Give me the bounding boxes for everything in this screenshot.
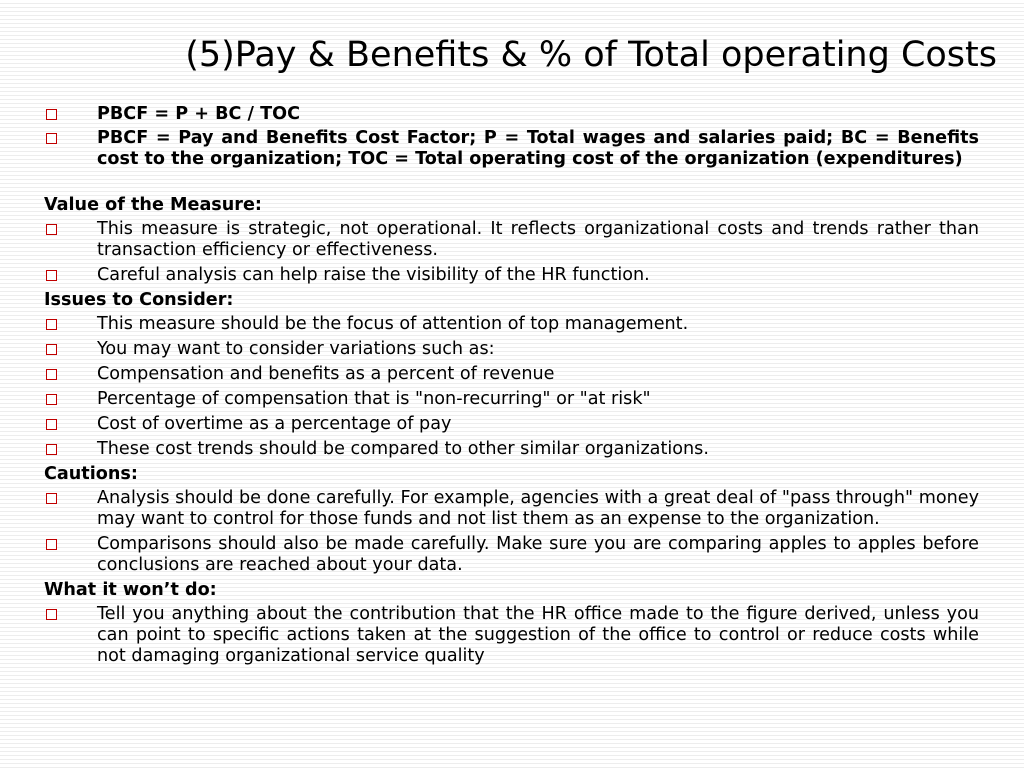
list-item: These cost trends should be compared to other similar organizations. [44,439,979,460]
hollow-square-bullet-icon [46,493,57,504]
spacer [44,173,979,195]
list-item: Cost of overtime as a percentage of pay [44,414,979,435]
definition-formula: PBCF = P + BC / TOC [97,104,300,124]
section-heading-value: Value of the Measure: [44,195,262,215]
definition-item [44,104,979,125]
hollow-square-bullet-icon [46,394,57,405]
definition-legend: PBCF = Pay and Benefits Cost Factor; P = Total wages and salaries paid; BC = Benefits cost to the organization; TOC = Total operating cost of the organization (expenditures) [97,128,979,169]
hollow-square-bullet-icon [46,224,57,235]
hollow-square-bullet-icon [46,344,57,355]
slide-title: (5)Pay & Benefits & % of Total operating Costs [185,35,997,75]
list-item: Compensation and benefits as a percent of revenue [44,364,979,385]
section-heading-wont-do: What it won’t do: [44,580,217,600]
hollow-square-bullet-icon [46,369,57,380]
hollow-square-bullet-icon [46,539,57,550]
hollow-square-bullet-icon [46,270,57,281]
list-item: This measure should be the focus of attention of top management. [44,314,979,335]
section-heading-cautions: Cautions: [44,464,138,484]
definition-item [44,128,979,170]
list-item: You may want to consider variations such as: [44,339,979,360]
hollow-square-bullet-icon [46,109,57,120]
hollow-square-bullet-icon [46,319,57,330]
list-item: Careful analysis can help raise the visibility of the HR function. [44,265,979,286]
slide-content [44,104,979,671]
hollow-square-bullet-icon [46,419,57,430]
list-item: Tell you anything about the contribution that the HR office made to the figure derived, unless you can point to specific actions taken at the suggestion of the office to control or reduce costs while not damaging organizational service quality [44,604,979,667]
list-item: Percentage of compensation that is "non-recurring" or "at risk" [44,389,979,410]
list-item: Comparisons should also be made carefully. Make sure you are comparing apples to apples before conclusions are reached about your data. [44,534,979,576]
hollow-square-bullet-icon [46,444,57,455]
hollow-square-bullet-icon [46,133,57,144]
hollow-square-bullet-icon [46,609,57,620]
section-heading-issues: Issues to Consider: [44,290,234,310]
list-item: This measure is strategic, not operational. It reflects organizational costs and trends rather than transaction efficiency or effectiveness. [44,219,979,261]
list-item: Analysis should be done carefully. For example, agencies with a great deal of "pass through" money may want to control for those funds and not list them as an expense to the organization. [44,488,979,530]
